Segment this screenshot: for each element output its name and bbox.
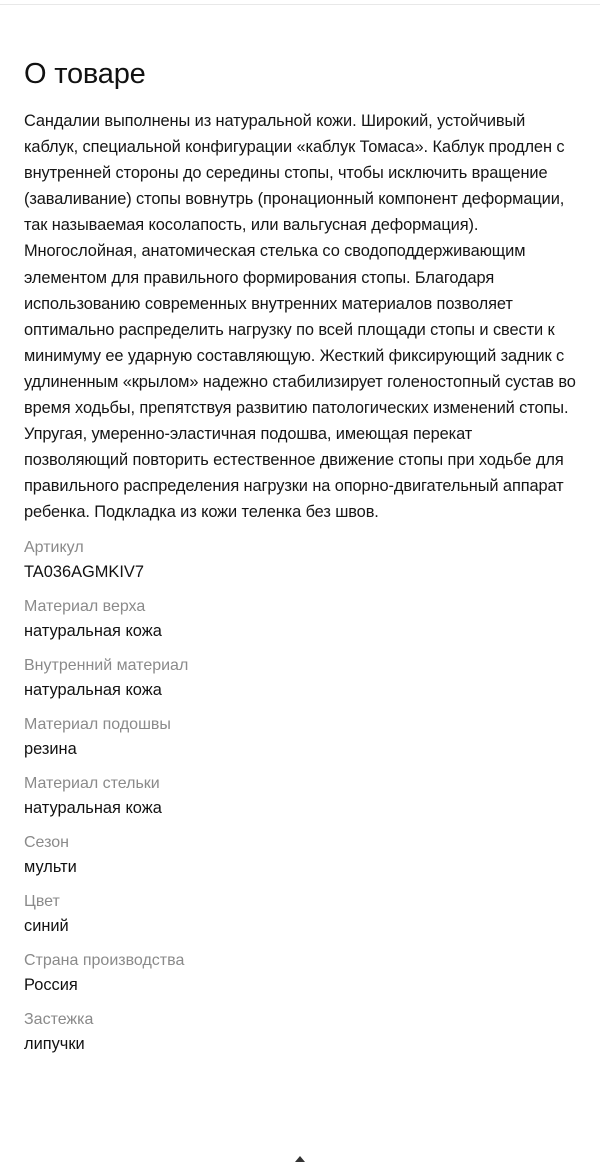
attribute-inner-material	[24, 654, 576, 702]
attribute-sole-material	[24, 713, 576, 761]
attribute-sku	[24, 536, 576, 584]
attribute-value: натуральная кожа	[24, 680, 162, 699]
attribute-label: Материал верха	[24, 597, 146, 615]
top-divider	[0, 4, 600, 5]
attribute-country	[24, 949, 576, 997]
attribute-label: Страна производства	[24, 951, 185, 969]
attribute-label: Застежка	[24, 1010, 94, 1028]
attribute-upper-material	[24, 595, 576, 643]
attribute-insole-material	[24, 772, 576, 820]
attribute-value: синий	[24, 916, 69, 935]
attribute-color	[24, 890, 576, 938]
attribute-value: резина	[24, 739, 77, 758]
attribute-label: Артикул	[24, 538, 84, 556]
attribute-value: Россия	[24, 975, 78, 994]
attribute-value: натуральная кожа	[24, 798, 162, 817]
section-title: О товаре	[24, 58, 146, 90]
attribute-value: TA036AGMKIV7	[24, 562, 144, 581]
attribute-season	[24, 831, 576, 879]
attribute-value: липучки	[24, 1034, 85, 1053]
product-description: Сандалии выполнены из натуральной кожи. Широкий, устойчивый каблук, специальной конфигурации «каблук Томаса». Каблук продлен с внутренней стороны до середины стопы, чтобы исключить вращение (заваливание) стопы вовнутрь (пронационный компонент деформации, так называемая косолапость, или вальгусная деформация). Многослойная, анатомическая стелька со сводоподдерживающим элементом для правильного формирования стопы. Благодаря использованию современных внутренних материалов позволяет оптимально распределить нагрузку по всей площади стопы и свести к минимуму ее ударную составляющую. Жесткий фиксирующий задник с удлиненным «крылом» надежно стабилизирует голеностопный сустав во время ходьбы, препятствуя развитию патологических изменений стопы. Упругая, умеренно-эластичная подошва, имеющая перекат позволяющий повторить естественное движение стопы при ходьбе для правильного распределения нагрузки на опорно-двигательный аппарат ребенка. Подкладка из кожи теленка без швов.	[24, 112, 576, 522]
attribute-label: Материал стельки	[24, 774, 160, 792]
chevron-up-icon[interactable]	[295, 1156, 305, 1162]
attribute-value: мульти	[24, 857, 77, 876]
attribute-fastener	[24, 1008, 576, 1056]
product-about-section	[24, 54, 576, 1067]
attribute-label: Цвет	[24, 892, 60, 910]
attribute-value: натуральная кожа	[24, 621, 162, 640]
attribute-label: Сезон	[24, 833, 69, 851]
attribute-label: Внутренний материал	[24, 656, 189, 674]
attribute-label: Материал подошвы	[24, 715, 171, 733]
